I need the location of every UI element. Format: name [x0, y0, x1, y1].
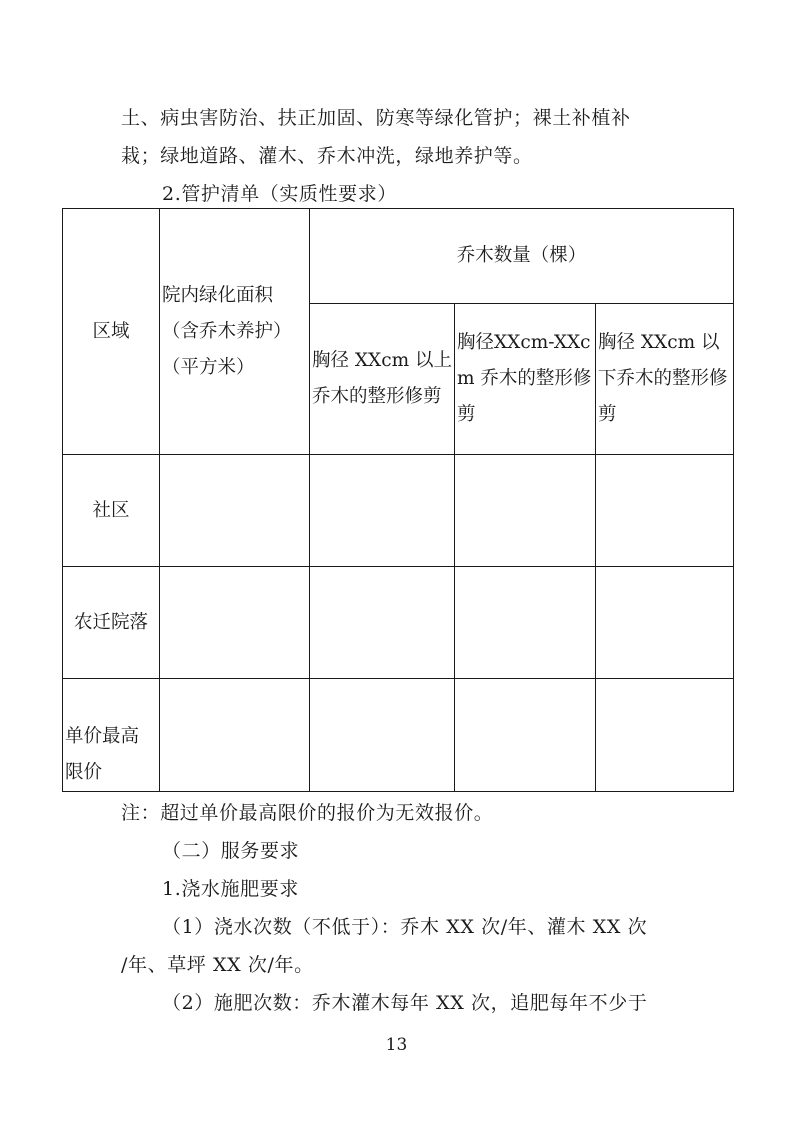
cell-between — [455, 455, 596, 567]
cell-below — [596, 567, 734, 679]
paragraph-line: （2）施肥次数：乔木灌木每年 XX 次，追肥每年不少于 — [162, 992, 648, 1014]
care-list-table — [62, 208, 734, 792]
section-heading: 2.管护清单（实质性要求） — [162, 183, 397, 205]
cell-above — [310, 567, 455, 679]
table-note: 注：超过单价最高限价的报价为无效报价。 — [121, 802, 494, 824]
cell-green-area — [160, 679, 310, 792]
cell-between — [455, 679, 596, 792]
cell-below — [596, 455, 734, 567]
header-diameter-below: 胸径 XXcm 以下乔木的整形修剪 — [596, 304, 734, 455]
cell-below — [596, 679, 734, 792]
paragraph-line: （1）浇水次数（不低于）：乔木 XX 次/年、灌木 XX 次 — [162, 916, 648, 938]
row-region: 单价最高限价 — [63, 679, 160, 792]
page-number: 13 — [385, 1035, 408, 1055]
subsection-heading: 1.浇水施肥要求 — [162, 878, 299, 900]
header-green-area: 院内绿化面积（含乔木养护）（平方米） — [160, 209, 310, 455]
table-header-row — [63, 209, 734, 304]
cell-above — [310, 455, 455, 567]
cell-between — [455, 567, 596, 679]
cell-green-area — [160, 567, 310, 679]
row-region: 农迁院落 — [63, 567, 160, 679]
section-heading: （二）服务要求 — [162, 840, 300, 862]
header-tree-count: 乔木数量（棵） — [310, 209, 734, 304]
header-diameter-above: 胸径 XXcm 以上乔木的整形修剪 — [310, 304, 455, 455]
cell-green-area — [160, 455, 310, 567]
paragraph-line: 土、病虫害防治、扶正加固、防寒等绿化管护；裸土补植补 — [121, 107, 631, 129]
row-region: 社区 — [63, 455, 160, 567]
table-row — [63, 567, 734, 679]
table-row — [63, 455, 734, 567]
paragraph-line: 栽；绿地道路、灌木、乔木冲洗，绿地养护等。 — [121, 145, 533, 167]
cell-above — [310, 679, 455, 792]
header-diameter-between: 胸径XXcm-XXcm 乔木的整形修剪 — [455, 304, 596, 455]
table-row — [63, 679, 734, 792]
header-region: 区域 — [63, 209, 160, 455]
paragraph-line: /年、草坪 XX 次/年。 — [121, 954, 314, 976]
